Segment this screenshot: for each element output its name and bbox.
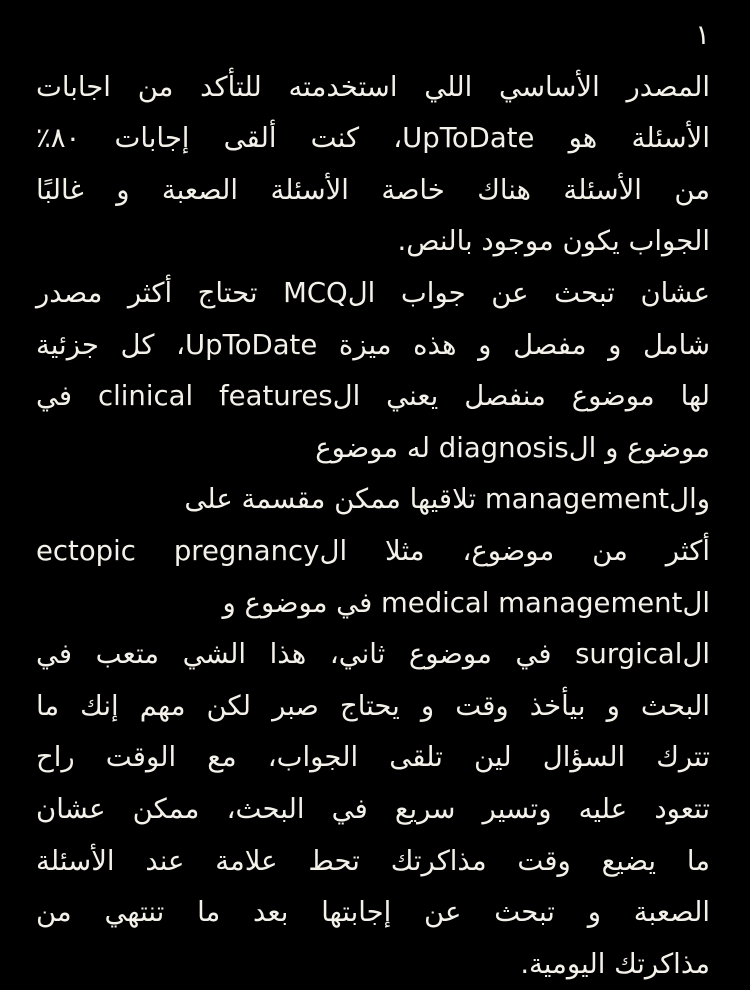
note-line-13: البحث و بيأخذ وقت و يحتاج صبر لكن مهم إنك ما: [36, 689, 710, 722]
note-line-10: أكثر من موضوع، مثلا الectopic pregnancy: [36, 534, 711, 567]
note-line-15: تتعود عليه وتسير سريع في البحث، ممكن عشان: [36, 792, 710, 825]
note-line-16: ما يضيع وقت مذاكرتك تحط علامة عند الأسئلة: [36, 844, 710, 877]
note-line-12: الsurgical في موضوع ثاني، هذا الشي متعب في: [36, 638, 710, 671]
note-line-8: موضوع و الdiagnosis له موضوع: [315, 431, 710, 464]
note-line-5: عشان تبحث عن جواب الMCQ تحتاج أكثر مصدر: [36, 276, 711, 309]
note-line-9: والmanagement تلاقيها ممكن مقسمة على: [184, 483, 710, 516]
note-line-7: لها موضوع منفصل يعني الclinical features في: [36, 380, 711, 413]
note-line-18: مذاكرتك اليومية.: [520, 947, 710, 980]
note-line-1: المصدر الأساسي اللي استخدمته للتأكد من اجابات: [36, 70, 710, 103]
note-line-4: الجواب يكون موجود بالنص.: [397, 225, 710, 258]
note-heading: ١: [695, 19, 710, 51]
note-line-14: تترك السؤال لين تلقى الجواب، مع الوقت راح: [36, 741, 710, 774]
note-line-11: الmedical management في موضوع و: [222, 586, 710, 619]
note-line-17: الصعبة و تبحث عن إجابتها بعد ما تنتهي من: [36, 896, 710, 929]
note-line-3: من الأسئلة هناك خاصة الأسئلة الصعبة و غالبًا: [36, 173, 710, 206]
note-line-2: الأسئلة هو UpToDate، كنت ألقى إجابات ٨٠٪: [36, 122, 710, 155]
note-line-6: شامل و مفصل و هذه ميزة UpToDate، كل جزئية: [36, 328, 710, 361]
note-body: [36, 10, 710, 990]
